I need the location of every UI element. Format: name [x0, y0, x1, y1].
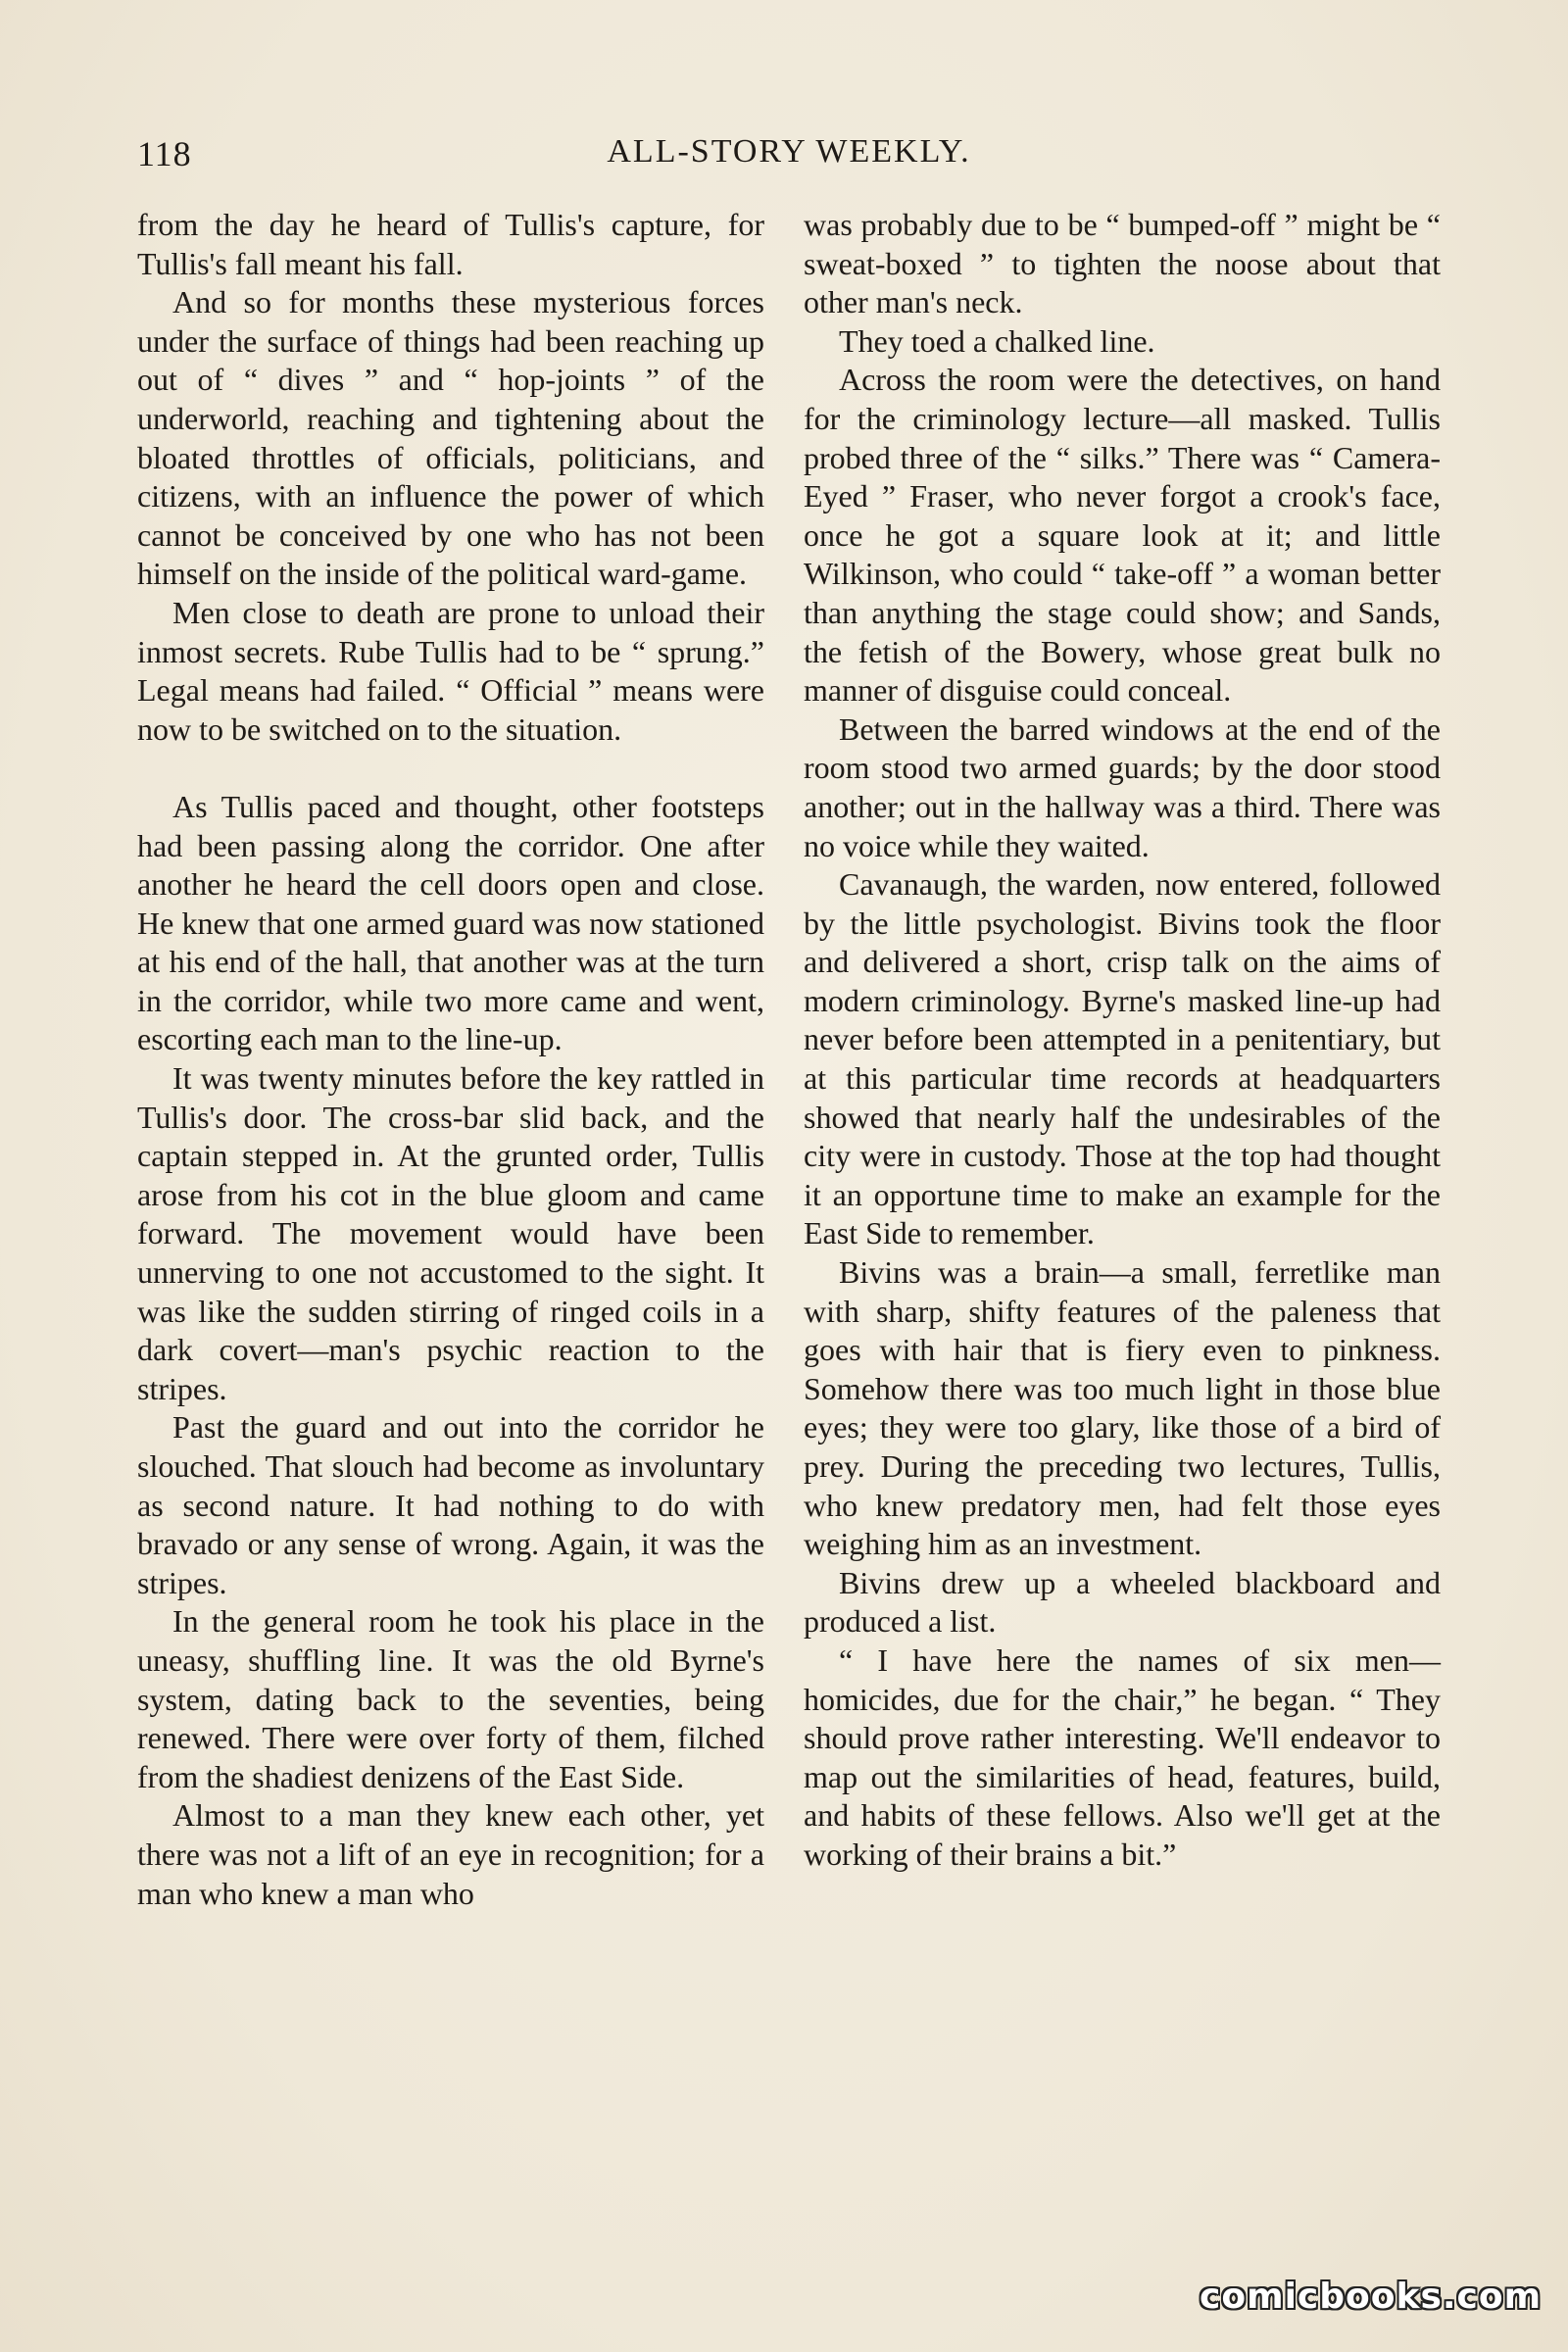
paragraph: Past the guard and out into the corridor he slouched. That slouch had become as involuntary as second nature. It had nothing to do with bravado or any sense of wrong. Again, it was the stripes.: [137, 1409, 764, 1600]
paragraph: As Tullis paced and thought, other footsteps had been passing along the corridor. One after another he heard the cell doors open and close. He knew that one armed guard was now stationed at his end of the hall, that another was at the turn in the corridor, while two more came and went, escorting each man to the line-up.: [137, 788, 764, 1057]
paragraph: They toed a chalked line.: [839, 322, 1155, 359]
right-text-column: [804, 206, 1441, 1875]
paragraph: Men close to death are prone to unload their inmost secrets. Rube Tullis had to be “ sprung.” Legal means had failed. “ Official ” means were now to be switched on to the situation.: [137, 594, 764, 747]
paragraph: from the day he heard of Tullis's capture, for Tullis's fall meant his fall.: [137, 207, 764, 281]
running-head: ALL-STORY WEEKLY.: [607, 133, 971, 170]
paragraph: Bivins was a brain—a small, ferretlike man with sharp, shifty features of the paleness that goes with hair that is fiery even to pinkness. Somehow there was too much light in those blue eyes; they were too glary, like those of a bird of prey. During the preceding two lectures, Tullis, who knew predatory men, had felt those eyes weighing him as an investment.: [804, 1254, 1441, 1562]
paragraph: In the general room he took his place in the uneasy, shuffling line. It was the old Byrne's system, dating back to the seventies, being renewed. There were over forty of them, filched from the shadiest denizens of the East Side.: [137, 1603, 764, 1794]
paragraph: was probably due to be “ bumped-off ” might be “ sweat-boxed ” to tighten the noose about that other man's neck.: [804, 207, 1441, 320]
left-text-column: [137, 206, 764, 1913]
paragraph: Between the barred windows at the end of the room stood two armed guards; by the door stood another; out in the hallway was a third. There was no voice while they waited.: [804, 710, 1441, 863]
page-header: [137, 133, 1441, 182]
paragraph: Almost to a man they knew each other, yet there was not a lift of an eye in recognition; for a man who knew a man who: [137, 1797, 764, 1911]
page-number: 118: [137, 134, 192, 173]
paragraph: And so for months these mysterious forces under the surface of things had been reaching up out of “ dives ” and “ hop-joints ” of the underworld, reaching and tightening about the bloated throttles of officials, politicians, and citizens, with an influence the power of which cannot be conceived by one who has not been himself on the inside of the political ward-game.: [137, 284, 764, 592]
paragraph: It was twenty minutes before the key rattled in Tullis's door. The cross-bar slid back, and the captain stepped in. At the grunted order, Tullis arose from his cot in the blue gloom and came forward. The movement would have been unnerving to one not accustomed to the sight. It was like the sudden stirring of ringed coils in a dark covert—man's psychic reaction to the stripes.: [137, 1060, 764, 1406]
paragraph: “ I have here the names of six men—homicides, due for the chair,” he began. “ They should prove rather interesting. We'll endeavor to map out the similarities of head, features, build, and habits of these fellows. Also we'll get at the working of their brains a bit.”: [804, 1642, 1441, 1872]
paragraph: Bivins drew up a wheeled blackboard and produced a list.: [804, 1564, 1441, 1640]
paragraph: Across the room were the detectives, on hand for the criminology lecture—all masked. Tullis probed three of the “ silks.” There was “ Camera-Eyed ” Fraser, who never forgot a crook's face, once he got a square look at it; and little Wilkinson, who could “ take-off ” a woman better than anything the stage could show; and Sands, the fetish of the Bowery, whose great bulk no manner of disguise could conceal.: [804, 362, 1441, 709]
source-watermark: comicbooks.com: [1200, 2277, 1543, 2317]
paragraph: Cavanaugh, the warden, now entered, followed by the little psychologist. Bivins took the floor and delivered a short, crisp talk on the aims of modern criminology. Byrne's masked line-up had never before been attempted in a penitentiary, but at this particular time records at headquarters showed that nearly half the undesirables of the city were in custody. Those at the top had thought it an opportune time to make an example for the East Side to remember.: [804, 866, 1441, 1251]
